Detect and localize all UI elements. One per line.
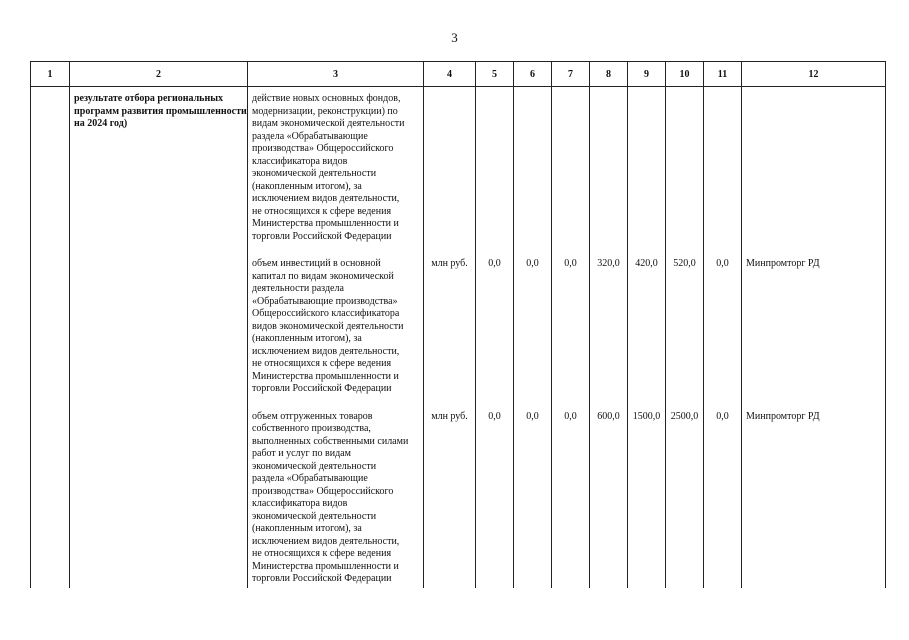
page-number: 3 bbox=[451, 30, 458, 45]
header-col-9: 9 bbox=[628, 62, 666, 87]
event-name-cell bbox=[70, 256, 248, 398]
text-line: исключением видов деятельности, bbox=[252, 535, 400, 547]
value-cell bbox=[666, 87, 704, 246]
text-line: исключением видов деятельности, bbox=[252, 345, 400, 357]
text-line: видов экономической деятельности bbox=[252, 320, 404, 332]
row-spacer bbox=[31, 245, 886, 256]
value-cell: 0,0 bbox=[704, 409, 742, 588]
text-line: исключением видов деятельности, bbox=[252, 193, 400, 204]
responsible-cell: Минпромторг РД bbox=[742, 256, 886, 398]
value-cell: 320,0 bbox=[590, 256, 628, 398]
row-spacer bbox=[31, 398, 886, 409]
text-line: не относящихся к сфере ведения bbox=[252, 548, 392, 559]
value-cell bbox=[476, 87, 514, 246]
value-cell bbox=[514, 87, 552, 246]
text-line: (накопленным итогом), за bbox=[252, 180, 362, 192]
text-line: деятельности раздела bbox=[252, 283, 344, 294]
text-line: не относящихся к сфере ведения bbox=[252, 358, 392, 369]
row-number-cell bbox=[31, 409, 70, 588]
header-col-3: 3 bbox=[248, 62, 424, 87]
text-line: торговли Российской Федерации bbox=[252, 573, 392, 584]
unit-cell: млн руб. bbox=[424, 409, 476, 588]
value-cell: 600,0 bbox=[590, 409, 628, 588]
text-line: производства» Общероссийского bbox=[252, 485, 394, 497]
value-cell: 0,0 bbox=[552, 256, 590, 398]
text-line: экономической деятельности bbox=[252, 460, 377, 472]
header-col-12: 12 bbox=[742, 62, 886, 87]
event-name-cell bbox=[70, 87, 248, 246]
header-col-4: 4 bbox=[424, 62, 476, 87]
text-line: экономической деятельности bbox=[252, 510, 377, 522]
text-line: производства» Общероссийского bbox=[252, 143, 394, 154]
text-line: не относящихся к сфере ведения bbox=[252, 205, 392, 217]
indicators-table bbox=[30, 61, 886, 588]
indicator-name-cell bbox=[248, 409, 424, 588]
header-col-2: 2 bbox=[70, 62, 248, 87]
text-line: результате отбора региональных bbox=[74, 93, 224, 104]
value-cell bbox=[590, 87, 628, 246]
table-row bbox=[31, 409, 886, 588]
header-row bbox=[31, 62, 886, 87]
value-cell: 420,0 bbox=[628, 256, 666, 398]
text-line: торговли Российской Федерации bbox=[252, 230, 392, 242]
text-line: капитал по видам экономической bbox=[252, 270, 394, 282]
text-line: (накопленным итогом), за bbox=[252, 333, 362, 344]
text-line: Министерства промышленности и bbox=[252, 218, 399, 229]
text-line: классификатора видов bbox=[252, 155, 348, 167]
value-cell bbox=[628, 87, 666, 246]
header-col-11: 11 bbox=[704, 62, 742, 87]
value-cell: 0,0 bbox=[514, 256, 552, 398]
responsible-cell: Минпромторг РД bbox=[742, 409, 886, 588]
value-cell: 0,0 bbox=[704, 256, 742, 398]
text-line: Министерства промышленности и bbox=[252, 560, 399, 572]
text-line: на 2024 год) bbox=[74, 118, 128, 129]
value-cell: 2500,0 bbox=[666, 409, 704, 588]
text-line: классификатора видов bbox=[252, 498, 348, 509]
value-cell: 520,0 bbox=[666, 256, 704, 398]
text-line: модернизации, реконструкции) по bbox=[252, 105, 398, 117]
indicator-name-cell bbox=[248, 87, 424, 246]
text-line: действие новых основных фондов, bbox=[252, 93, 401, 104]
text-line: Общероссийского классификатора bbox=[252, 308, 400, 319]
text-line: «Обрабатывающие производства» bbox=[252, 295, 398, 307]
event-name-cell bbox=[70, 409, 248, 588]
value-cell: 1500,0 bbox=[628, 409, 666, 588]
value-cell: 0,0 bbox=[476, 256, 514, 398]
header-col-6: 6 bbox=[514, 62, 552, 87]
text-line: выполненных собственными силами bbox=[252, 435, 409, 447]
text-line: раздела «Обрабатывающие bbox=[252, 473, 368, 484]
header-col-5: 5 bbox=[476, 62, 514, 87]
header-col-8: 8 bbox=[590, 62, 628, 87]
text-line: работ и услуг по видам bbox=[252, 448, 351, 459]
header-col-1: 1 bbox=[31, 62, 70, 87]
text-line: объем отгруженных товаров bbox=[252, 410, 373, 422]
value-cell: 0,0 bbox=[476, 409, 514, 588]
text-line: торговли Российской Федерации bbox=[252, 383, 392, 394]
table-row bbox=[31, 256, 886, 398]
table-row bbox=[31, 87, 886, 246]
value-cell bbox=[704, 87, 742, 246]
text-line: экономической деятельности bbox=[252, 168, 377, 179]
text-line: объем инвестиций в основной bbox=[252, 258, 381, 269]
header-col-7: 7 bbox=[552, 62, 590, 87]
row-number-cell bbox=[31, 256, 70, 398]
text-line: программ развития промышленности bbox=[74, 105, 247, 117]
value-cell bbox=[552, 87, 590, 246]
unit-cell: млн руб. bbox=[424, 256, 476, 398]
value-cell: 0,0 bbox=[514, 409, 552, 588]
text-line: Министерства промышленности и bbox=[252, 370, 399, 382]
text-line: собственного производства, bbox=[252, 423, 371, 434]
header-col-10: 10 bbox=[666, 62, 704, 87]
text-line: видам экономической деятельности bbox=[252, 118, 405, 129]
indicator-name-cell bbox=[248, 256, 424, 398]
unit-cell bbox=[424, 87, 476, 246]
text-line: (накопленным итогом), за bbox=[252, 523, 362, 534]
value-cell: 0,0 bbox=[552, 409, 590, 588]
row-number-cell bbox=[31, 87, 70, 246]
responsible-cell bbox=[742, 87, 886, 246]
table-header bbox=[31, 62, 886, 87]
text-line: раздела «Обрабатывающие bbox=[252, 130, 368, 142]
